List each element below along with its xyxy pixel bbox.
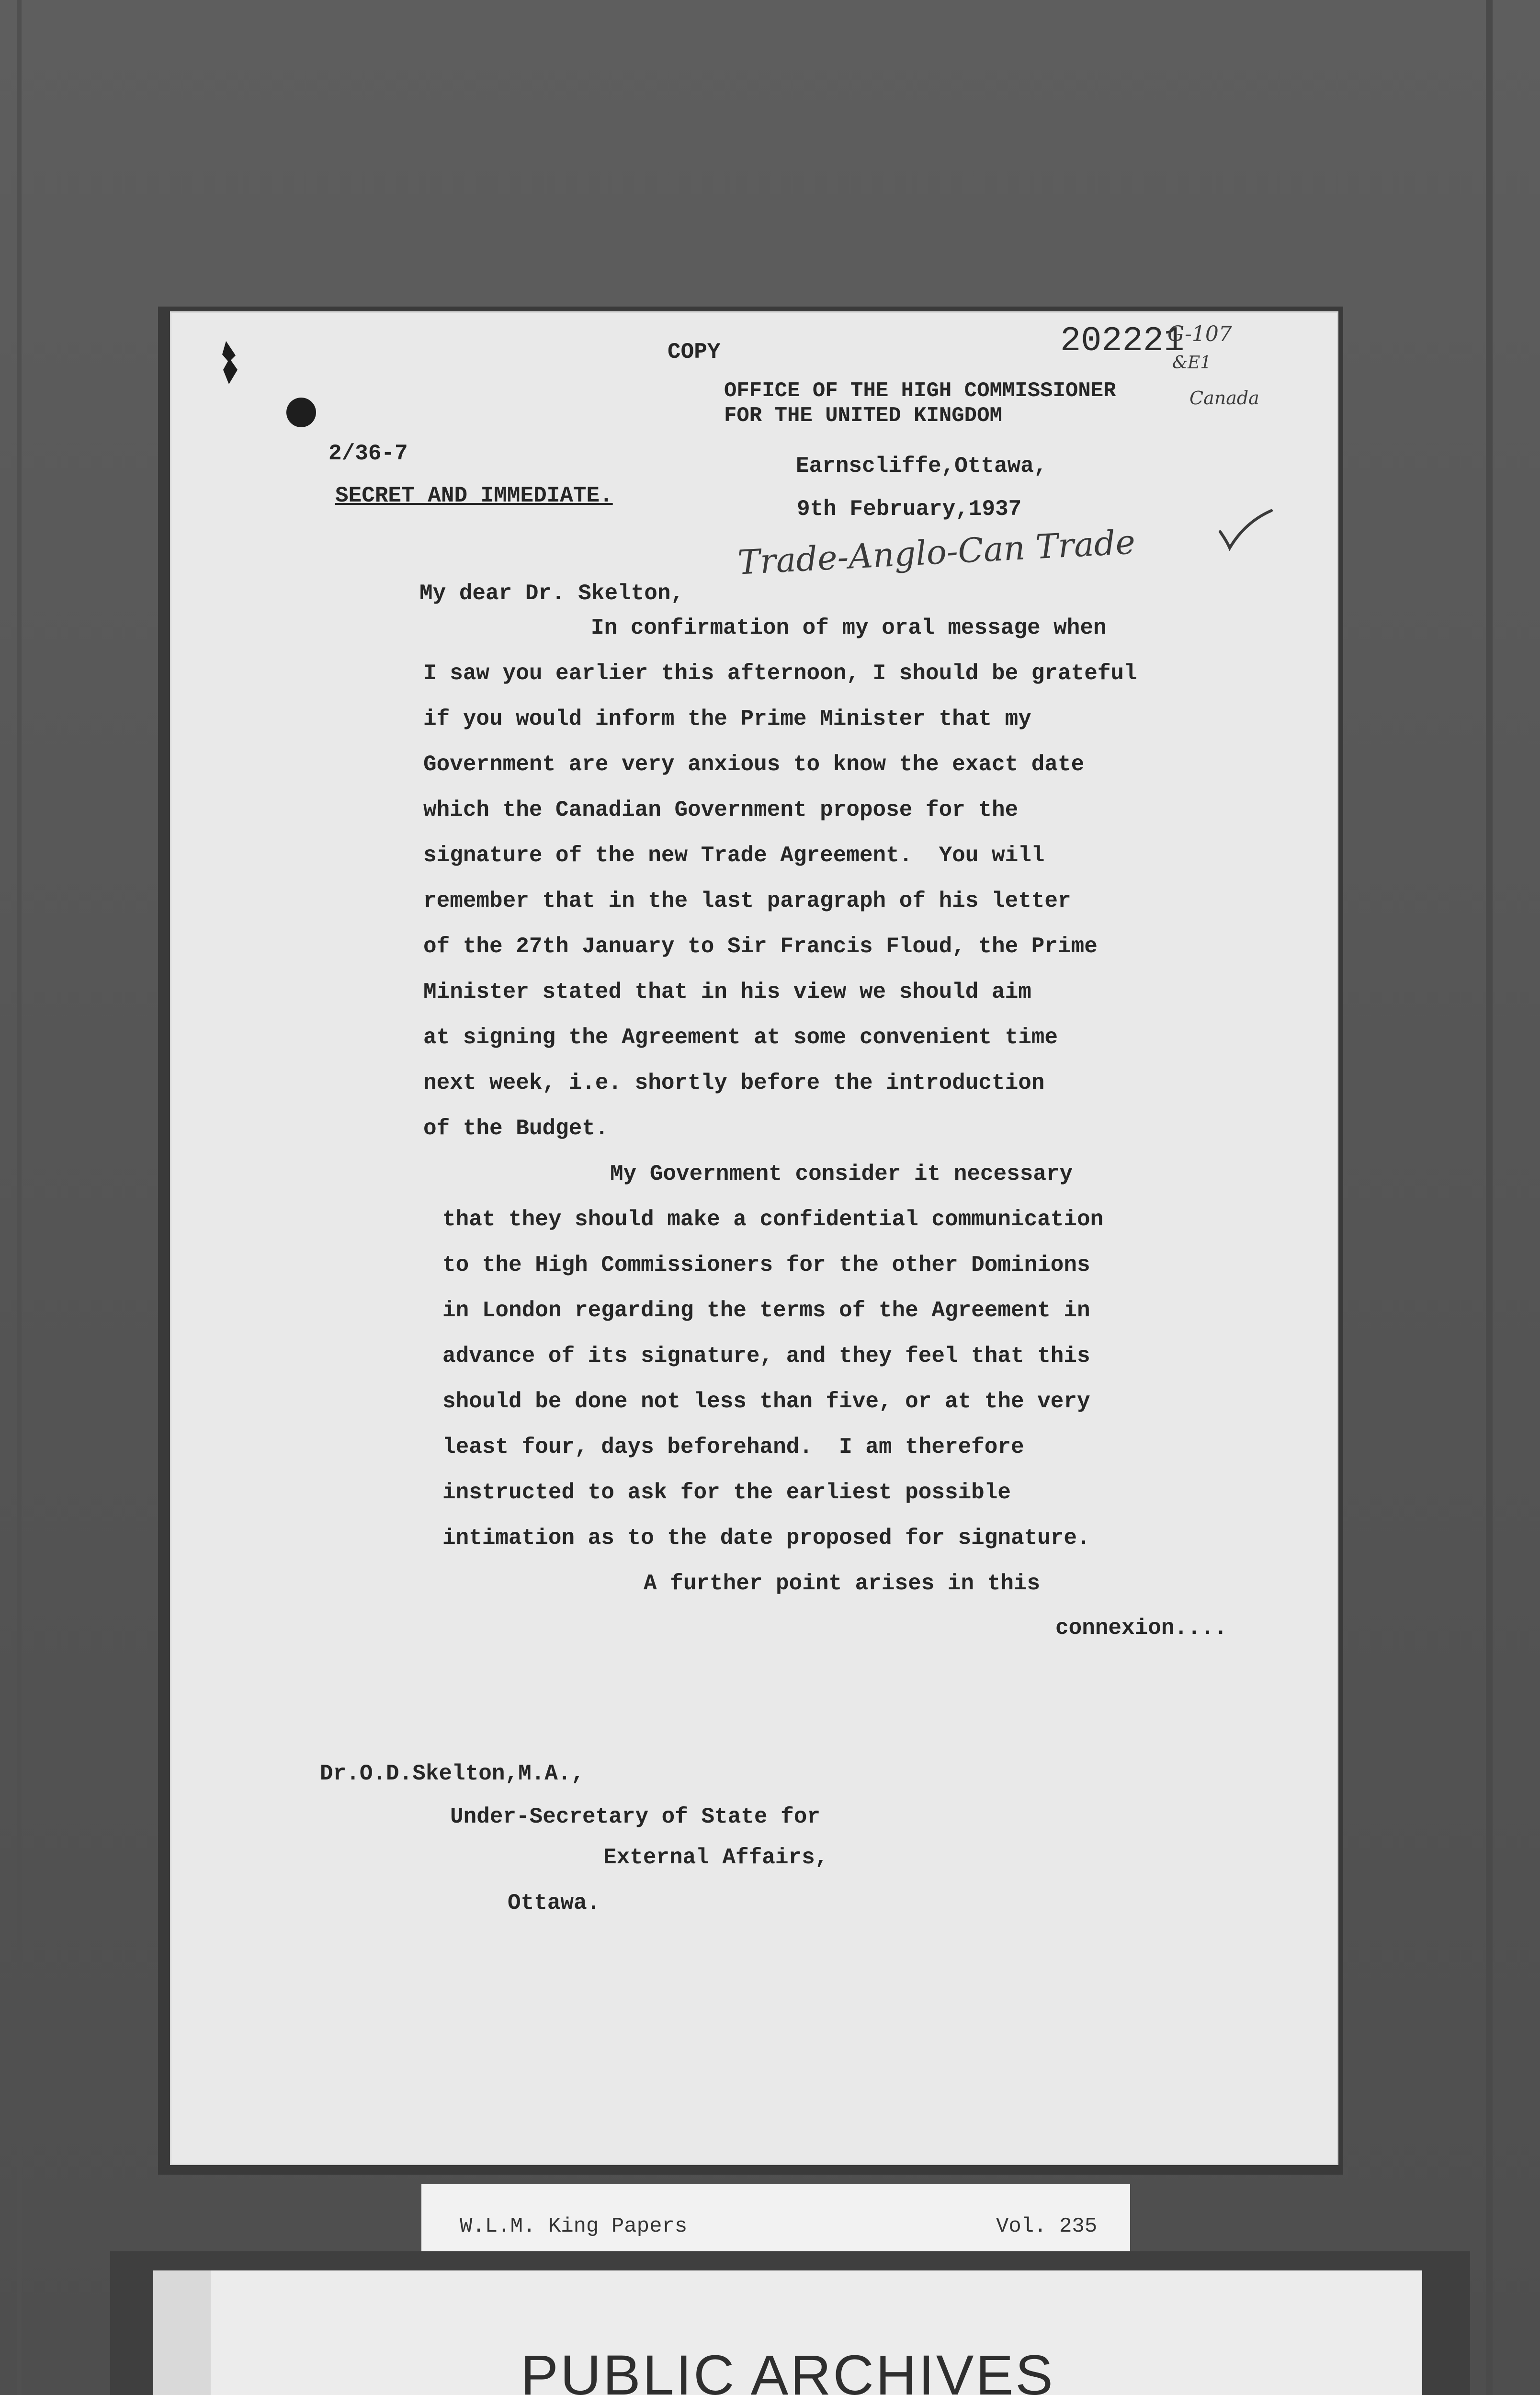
body-line: My Government consider it necessary <box>610 1162 1073 1186</box>
body-line: Minister stated that in his view we should aim <box>423 980 1031 1004</box>
country-note: Canada <box>1189 388 1259 409</box>
addressee-line: Under-Secretary of State for <box>450 1804 820 1829</box>
body-line: Government are very anxious to know the exact date <box>423 752 1085 777</box>
punch-hole <box>286 398 316 427</box>
body-line: next week, i.e. shortly before the introduction <box>423 1071 1045 1095</box>
catchword: connexion.... <box>1055 1616 1227 1641</box>
salutation: My dear Dr. Skelton, <box>419 581 684 606</box>
body-line: In confirmation of my oral message when <box>591 616 1107 640</box>
classification: SECRET AND IMMEDIATE. <box>335 483 613 508</box>
copy-mark: COPY <box>668 340 721 365</box>
volume-number: Vol. 235 <box>996 2214 1098 2238</box>
date: 9th February,1937 <box>797 497 1022 522</box>
body-line: that they should make a confidential communication <box>442 1207 1104 1232</box>
addressee-line: Dr.O.D.Skelton,M.A., <box>320 1761 585 1786</box>
addressee-line: Ottawa. <box>508 1891 600 1916</box>
body-line: which the Canadian Government propose for the <box>423 798 1019 822</box>
body-line: in London regarding the terms of the Agreement in <box>442 1298 1090 1323</box>
body-line: advance of its signature, and they feel that this <box>442 1344 1090 1369</box>
collection-name: W.L.M. King Papers <box>460 2214 688 2238</box>
body-line: least four, days beforehand. I am therefore <box>442 1435 1024 1460</box>
file-code-bottom: &E1 <box>1172 353 1212 373</box>
reference-number: 202221 <box>1060 321 1185 361</box>
checkmark-icon <box>1216 508 1274 551</box>
body-line: should be done not less than five, or at the very <box>442 1389 1090 1414</box>
body-line: instructed to ask for the earliest possible <box>442 1480 1011 1505</box>
body-line: of the 27th January to Sir Francis Floud, the Prime <box>423 934 1098 959</box>
body-line: at signing the Agreement at some convenient time <box>423 1025 1058 1050</box>
body-line: to the High Commissioners for the other Dominions <box>442 1253 1090 1277</box>
subject-note: Trade-Anglo-Can Trade <box>736 522 1136 582</box>
corner-clip-mark <box>221 341 240 384</box>
address: Earnscliffe,Ottawa, <box>796 454 1047 479</box>
office-line-1: OFFICE OF THE HIGH COMMISSIONER <box>724 379 1116 403</box>
body-line: if you would inform the Prime Minister that my <box>423 707 1031 731</box>
body-line: I saw you earlier this afternoon, I should be grateful <box>423 661 1137 686</box>
body-line: remember that in the last paragraph of his letter <box>423 889 1071 913</box>
addressee-line: External Affairs, <box>603 1845 828 1870</box>
body-line: A further point arises in this <box>644 1571 1041 1596</box>
file-code-top: G-107 <box>1167 322 1232 346</box>
file-number: 2/36-7 <box>328 441 408 466</box>
archive-title-en: PUBLIC ARCHIVES <box>521 2344 1055 2395</box>
body-line: intimation as to the date proposed for signature. <box>442 1526 1090 1551</box>
letter-page <box>170 311 1338 2165</box>
office-line-2: FOR THE UNITED KINGDOM <box>724 404 1002 428</box>
body-line: signature of the new Trade Agreement. You will <box>423 843 1045 868</box>
body-line: of the Budget. <box>423 1116 609 1141</box>
